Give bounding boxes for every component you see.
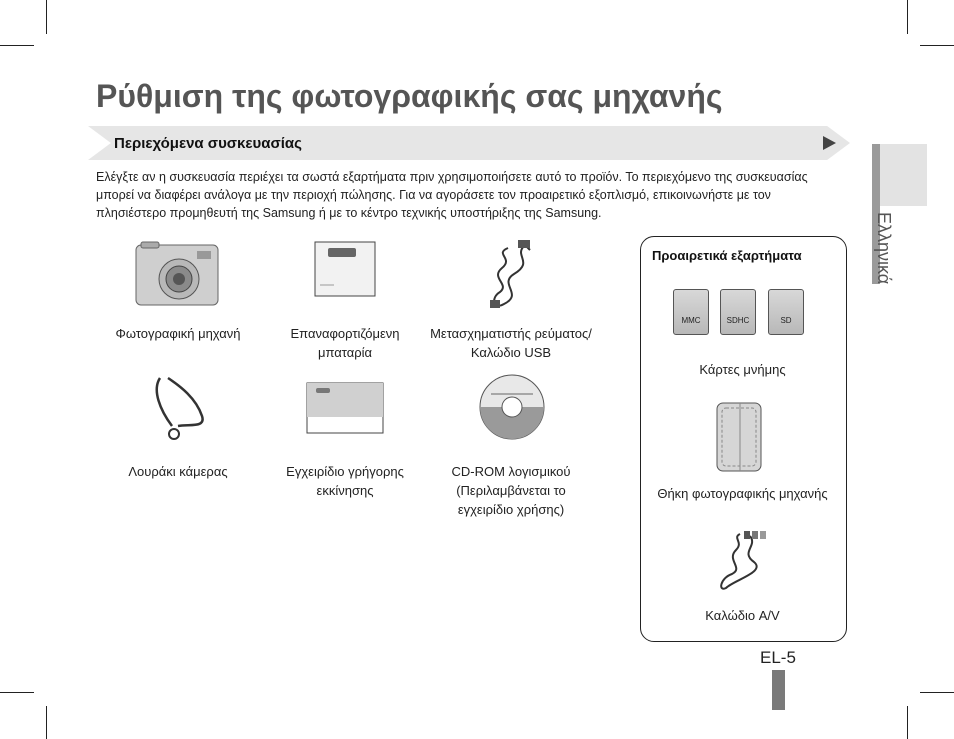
battery-icon — [314, 241, 376, 297]
page-number: EL-5 — [760, 648, 796, 667]
section-heading: Περιεχόμενα συσκευασίας — [114, 135, 302, 152]
memory-card-label: MMC — [681, 316, 701, 325]
crop-mark — [46, 706, 47, 739]
page-number-bar — [772, 670, 785, 710]
arrow-right-icon — [823, 136, 836, 150]
camera-icon — [135, 241, 219, 307]
crop-mark — [0, 45, 34, 46]
strap-icon — [150, 374, 208, 444]
memory-card-sdhc — [720, 289, 756, 335]
item-caption-cdrom: CD-ROM λογισμικού (Περιλαμβάνεται το εγχειρίδιο χρήσης) — [451, 464, 571, 517]
item-caption-av-cable: Καλώδιο A/V — [705, 608, 780, 623]
intro-text: Ελέγξτε αν η συσκευασία περιέχει τα σωστά εξαρτήματα πριν χρησιμοποιήσετε αυτό το προϊόν. Το περιεχόμενο της συσκευασίας μπορεί να διαφέρει ανάλογα με την περιοχή πώλησης. Για να αγοράσετε τον προαιρετικό εξοπλισμό, επικοινωνήστε με τον πλησιέστερο προμηθευτή της Samsung ή με το κέντρο τεχνικής υποστήριξης της Samsung. — [96, 170, 808, 220]
item-caption-case: Θήκη φωτογραφικής μηχανής — [657, 486, 828, 501]
crop-mark — [907, 706, 908, 739]
memory-card-sd — [768, 289, 804, 335]
item-caption-adapter: Μετασχηματιστής ρεύματος/Καλώδιο USB — [430, 326, 592, 360]
language-tab — [872, 144, 927, 206]
crop-mark — [46, 0, 47, 34]
item-caption-battery: Επαναφορτιζόμενη μπαταρία — [290, 326, 400, 360]
cd-icon — [479, 374, 545, 440]
usb-cable-icon — [484, 238, 542, 312]
memory-card-label: SDHC — [726, 316, 750, 325]
item-caption-manual: Εγχειρίδιο γρήγορης εκκίνησης — [286, 464, 404, 498]
item-caption-camera: Φωτογραφική μηχανή — [115, 326, 241, 341]
av-cable-icon — [714, 530, 770, 594]
crop-mark — [0, 692, 34, 693]
crop-mark — [920, 45, 954, 46]
memory-card-label: SD — [780, 316, 792, 325]
manual-icon — [306, 382, 384, 434]
language-label: Ελληνικά — [874, 212, 894, 285]
memory-card-mmc — [673, 289, 709, 335]
item-caption-memory-cards: Κάρτες μνήμης — [699, 362, 786, 377]
item-caption-strap: Λουράκι κάμερας — [128, 464, 228, 479]
camera-case-icon — [716, 402, 762, 472]
optional-accessories-title: Προαιρετικά εξαρτήματα — [652, 248, 802, 263]
crop-mark — [920, 692, 954, 693]
page-title: Ρύθμιση της φωτογραφικής σας μηχανής — [96, 78, 723, 114]
crop-mark — [907, 0, 908, 34]
